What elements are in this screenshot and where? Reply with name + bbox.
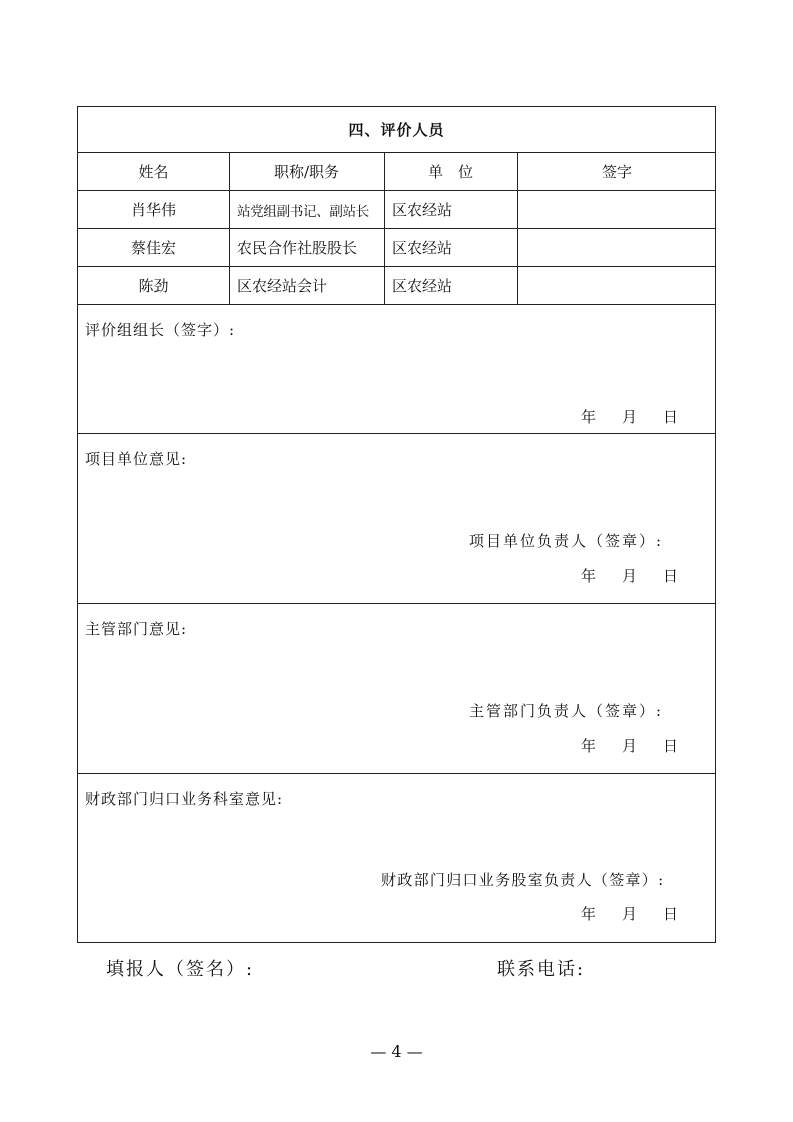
competent-dept-label: 主管部门意见:: [85, 620, 188, 638]
date-month: 月: [622, 737, 638, 755]
page-number: — 4 —: [370, 1042, 423, 1061]
section-title: 四、评价人员: [348, 121, 445, 139]
project-unit-sign[interactable]: 项目单位负责人（签章）:: [469, 532, 664, 550]
row-title: 区农经站会计: [237, 277, 328, 295]
finance-dept-section: [78, 774, 715, 944]
finance-dept-label: 财政部门归口业务科室意见:: [85, 790, 284, 808]
date-month: 月: [622, 408, 638, 426]
table-row: [78, 267, 715, 305]
row-signature-field[interactable]: [517, 229, 717, 266]
project-unit-label: 项目单位意见:: [85, 450, 188, 468]
row-unit: 区农经站: [392, 277, 453, 295]
section-title-row: [78, 107, 715, 153]
competent-dept-sign[interactable]: 主管部门负责人（签章）:: [469, 702, 664, 720]
table-row: [78, 191, 715, 229]
date-day: 日: [663, 905, 679, 923]
row-unit: 区农经站: [392, 201, 453, 219]
table-divider: [384, 153, 385, 305]
header-title: 职称/职务: [273, 163, 340, 181]
finance-dept-date[interactable]: [581, 903, 678, 924]
date-month: 月: [622, 567, 638, 585]
row-title: 站党组副书记、副站长: [237, 203, 369, 220]
date-day: 日: [663, 408, 679, 426]
header-signature: 签字: [601, 163, 632, 181]
row-signature-field[interactable]: [517, 191, 717, 228]
date-year: 年: [581, 905, 597, 923]
date-day: 日: [663, 737, 679, 755]
table-row: [78, 229, 715, 267]
row-signature-field[interactable]: [517, 267, 717, 304]
competent-dept-section: [78, 604, 715, 774]
date-day: 日: [663, 567, 679, 585]
project-unit-section: [78, 434, 715, 604]
row-name: 肖华伟: [130, 201, 176, 219]
leader-section: [78, 305, 715, 434]
competent-dept-date[interactable]: [581, 735, 678, 756]
row-unit: 区农经站: [392, 239, 453, 257]
row-name: 蔡佳宏: [130, 239, 176, 257]
table-divider: [229, 153, 230, 305]
date-month: 月: [622, 905, 638, 923]
phone-label[interactable]: 联系电话:: [497, 959, 586, 980]
evaluation-form: [77, 106, 716, 943]
row-name: 陈劲: [138, 277, 169, 295]
header-unit: 单 位: [427, 163, 473, 181]
date-year: 年: [581, 737, 597, 755]
date-year: 年: [581, 408, 597, 426]
leader-label: 评价组组长（签字）:: [85, 321, 236, 339]
leader-date[interactable]: [581, 406, 678, 427]
project-unit-date[interactable]: [581, 565, 678, 586]
table-header-row: [78, 153, 715, 191]
finance-dept-sign[interactable]: 财政部门归口业务股室负责人（签章）:: [381, 871, 665, 889]
date-year: 年: [581, 567, 597, 585]
header-name: 姓名: [138, 163, 169, 181]
row-title: 农民合作社股股长: [237, 239, 358, 257]
table-divider: [517, 153, 518, 305]
filler-label[interactable]: 填报人（签名）:: [106, 959, 255, 980]
